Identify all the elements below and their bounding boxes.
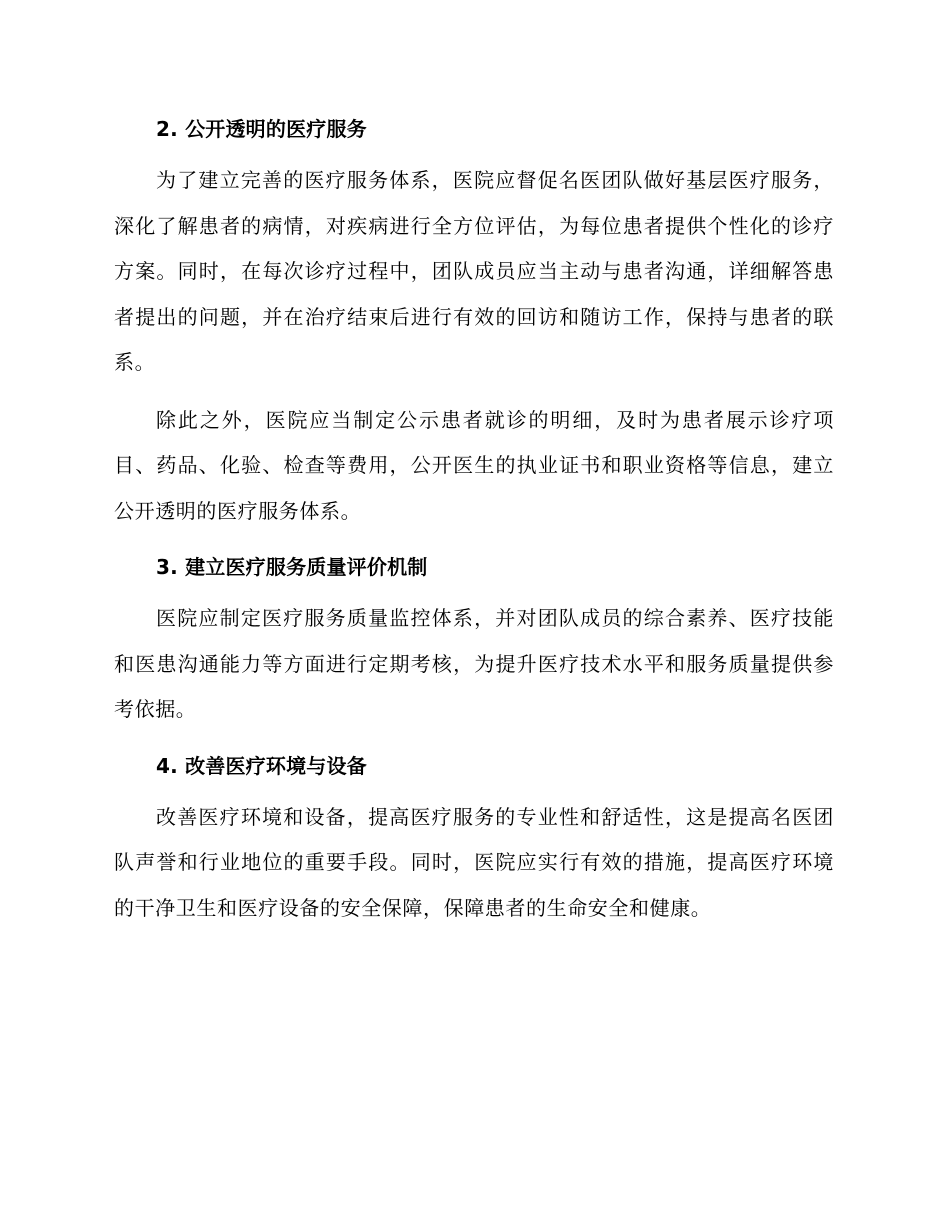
section-3-paragraph-1: 医院应制定医疗服务质量监控体系，并对团队成员的综合素养、医疗技能和医患沟通能力等方面进行定期考核，为提升医疗技术水平和服务质量提供参考依据。: [114, 606, 834, 721]
section-2-paragraph-2: 除此之外，医院应当制定公示患者就诊的明细，及时为患者展示诊疗项目、药品、化验、检查等费用，公开医生的执业证书和职业资格等信息，建立公开透明的医疗服务体系。: [114, 407, 834, 523]
section-heading-3: 3. 建立医疗服务质量评价机制: [156, 555, 428, 579]
section-heading-4: 4. 改善医疗环境与设备: [156, 753, 367, 778]
document-body: [114, 108, 834, 943]
section-4-paragraph-1: 改善医疗环境和设备，提高医疗服务的专业性和舒适性，这是提高名医团队声誉和行业地位的重要手段。同时，医院应实行有效的措施，提高医疗环境的干净卫生和医疗设备的安全保障，保障患者的生命安全和健康。: [114, 804, 834, 920]
section-2-paragraph-1: 为了建立完善的医疗服务体系，医院应督促名医团队做好基层医疗服务，深化了解患者的病情，对疾病进行全方位评估，为每位患者提供个性化的诊疗方案。同时，在每次诊疗过程中，团队成员应当主动与患者沟通，详细解答患者提出的问题，并在治疗结束后进行有效的回访和随访工作，保持与患者的联系。: [114, 168, 834, 374]
section-heading-2: 2. 公开透明的医疗服务: [156, 117, 367, 141]
